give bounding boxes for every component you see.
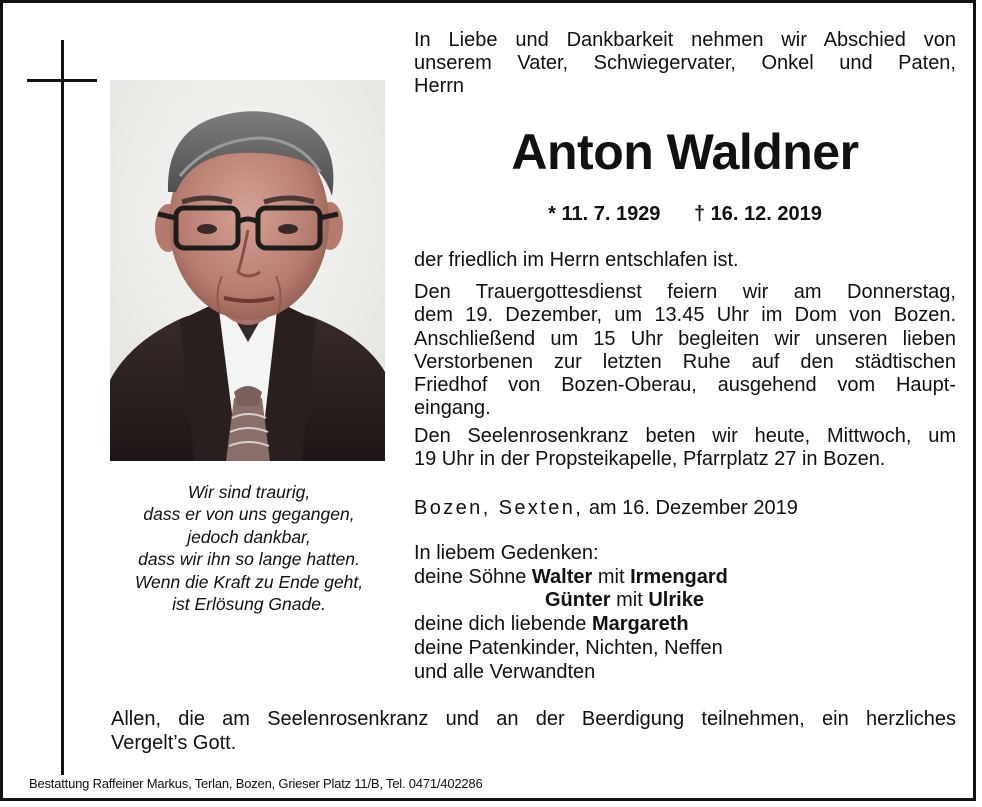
intro-line: In Liebe und Dankbarkeit nehmen wir Abschied von: [414, 29, 956, 51]
relative-name: Günter: [545, 589, 611, 612]
relative-name: Margareth: [591, 613, 689, 636]
service-line: eingang.: [414, 397, 491, 420]
relative-name: Ulrike: [648, 589, 704, 612]
cross-horizontal-bar: [27, 79, 97, 82]
deceased-name: Anton Waldner: [511, 124, 859, 180]
remembrance-list: [414, 542, 728, 684]
place-date: [414, 495, 798, 521]
poem-line: Wir sind traurig,: [187, 482, 311, 502]
funeral-home-footer: Bestattung Raffeiner Markus, Terlan, Bozen, Grieser Platz 11/B, Tel. 0471/402286: [29, 776, 483, 791]
remembrance-line-all: und alle Verwandten: [414, 660, 596, 683]
service-line: dem 19. Dezember, um 13.45 Uhr im Dom von Bozen.: [414, 304, 956, 327]
remembrance-text: deine dich liebende: [414, 613, 587, 636]
passing-text: [414, 249, 956, 272]
cross-vertical-bar: [61, 40, 64, 775]
place-names: Bozen, Sexten,: [414, 497, 584, 519]
poem: [104, 481, 394, 615]
remembrance-line-partner: [414, 613, 728, 637]
remembrance-line-relatives: deine Patenkinder, Nichten, Neffen: [414, 636, 723, 659]
poem-line: ist Erlösung Gnade.: [172, 594, 326, 615]
life-dates: [414, 200, 956, 228]
poem-line: Wenn die Kraft zu Ende geht,: [134, 571, 364, 592]
relative-name: Walter: [531, 565, 593, 588]
poem-line: dass er von uns gegangen,: [143, 504, 355, 525]
intro-line: unserem Vater, Schwiegervater, Onkel und Paten,: [414, 52, 956, 74]
intro-line: Herrn: [414, 75, 465, 97]
service-paragraph: [414, 281, 956, 421]
remembrance-line-sons: [414, 566, 728, 590]
remembrance-line-sons-2: [414, 589, 728, 613]
rosary-line: 19 Uhr in der Propsteikapelle, Pfarrplatz 27 in Bozen.: [414, 448, 886, 471]
remembrance-text: mit: [616, 589, 643, 612]
rosary-line: Den Seelenrosenkranz beten wir heute, Mittwoch, um: [414, 425, 956, 447]
closing-line: Vergelt’s Gott.: [111, 731, 237, 754]
portrait-photo: [110, 80, 385, 461]
service-line: Anschließend um 15 Uhr begleiten wir unseren lieben: [414, 327, 956, 350]
date-text: am 16. Dezember 2019: [588, 497, 798, 519]
death-date: † 16. 12. 2019: [694, 203, 822, 225]
poem-line: dass wir ihn so lange hatten.: [138, 549, 360, 570]
remembrance-heading: In liebem Gedenken:: [414, 542, 599, 564]
passing-line: der friedlich im Herrn entschlafen ist.: [414, 249, 739, 271]
poem-line: jedoch dankbar,: [187, 526, 311, 547]
closing-thanks: [111, 708, 956, 755]
closing-line: Allen, die am Seelenrosenkranz und an der Beerdigung teilnehmen, ein herzliches: [111, 708, 956, 730]
intro-text: [414, 29, 956, 98]
service-line: Friedhof von Bozen-Oberau, ausgehend vom Haupt-: [414, 374, 956, 397]
remembrance-text: mit: [597, 565, 625, 588]
service-line: Den Trauergottesdienst feiern wir am Donnerstag,: [414, 281, 956, 303]
remembrance-text: deine Söhne: [414, 565, 527, 588]
relative-name: Irmengard: [630, 565, 728, 588]
rosary-paragraph: [414, 425, 956, 472]
service-line: Verstorbenen zur letzten Ruhe auf den städtischen: [414, 350, 956, 373]
birth-date: * 11. 7. 1929: [548, 203, 661, 225]
